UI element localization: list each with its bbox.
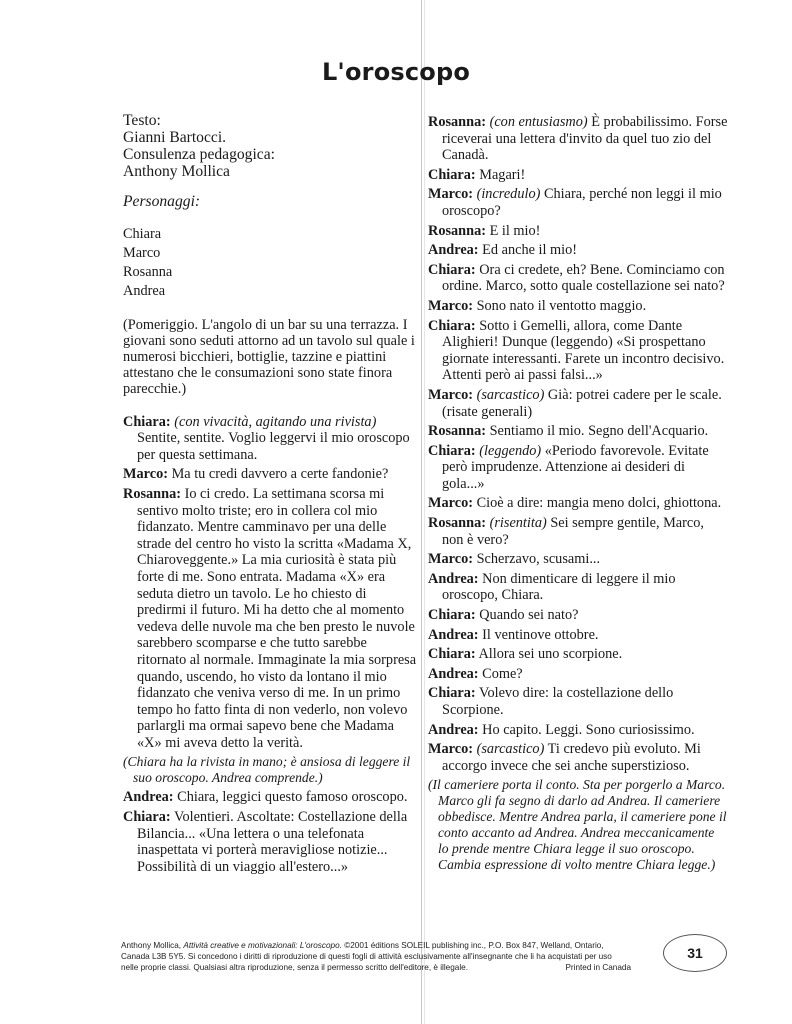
speaker-name: Rosanna:: [428, 515, 486, 532]
dialogue-text: Scherzavo, scusami...: [476, 551, 601, 568]
character-name: Marco: [123, 244, 161, 261]
dialogue-text: Il ventinove ottobre.: [482, 626, 599, 643]
speaker-name: Chiara:: [428, 442, 476, 459]
footer-line-3: [121, 962, 661, 973]
dialogue-text: È probabilissimo. Forse riceverai una lettera d'invito da quel tuo zio del Canadà.: [442, 114, 728, 164]
setting-description: (Pomeriggio. L'angolo di un bar su una terrazza. I giovani sono seduti attorno ad un tavolo sul quale i numerosi bicchieri, bottiglie, tazzine e piattini attestano che le consumazioni sono state finora parecchie.): [123, 316, 415, 398]
dialogue-text: Sentiamo il mio. Segno dell'Acquario.: [489, 423, 709, 440]
speaker-name: Rosanna:: [428, 114, 486, 130]
dialogue-line: [428, 318, 728, 384]
character-name: Chiara: [123, 225, 162, 242]
dialogue-line: [428, 167, 728, 184]
dialogue-line: [123, 414, 419, 464]
speaker-name: Marco:: [123, 466, 168, 483]
right-column: [428, 111, 728, 873]
dialogue-line: [428, 387, 728, 420]
speaker-name: Marco:: [428, 386, 473, 403]
dialogue-text: Sono nato il ventotto maggio.: [476, 297, 647, 314]
stage-direction-inline: (incredulo): [476, 186, 541, 203]
page-fold-line: [421, 0, 422, 1024]
personaggi-list: [123, 225, 419, 301]
dialogue-text: Io ci credo. La settimana scorsa mi sentivo molto triste; ero in collera col mio fidanzato. Mentre camminavo per una delle strade del centro ho visto la scritta «Madama X, Chiaroveggente.» La mia curiosità è stata più forte di me. Sono entrata. Madama «X» era seduta dietro un tavolo. Le ho chiesto di predirmi il futuro. Mi ha detto che al momento vedeva delle nuvole ma che ben presto le nuvole sarebbero scomparse e che tutto sarebbe ritornato al normale. Immaginate la mia sorpresa quando, uscendo, ho visto da lontano il mio fidanzato che veniva verso di me. In un primo tempo ho fatto finta di non vederlo, non volevo parlargli ma ormai sapevo bene che Madama «X» mi aveva detto la verità.: [137, 485, 417, 751]
dialogue-line: [123, 466, 419, 483]
dialogue-text: Volentieri. Ascoltate: Costellazione della Bilancia... «Una lettera o una telefonata inaspettata vi porterà meravigliose notizie... Possibilità di un viaggio all'estero...»: [137, 809, 408, 875]
dialogue-text: Ora ci credete, eh? Bene. Cominciamo con ordine. Marco, sotto quale costellazione sei nato?: [442, 261, 725, 295]
speaker-name: Andrea:: [428, 665, 479, 682]
dialogue-line: [428, 423, 728, 440]
dialogue-text: Volevo dire: la costellazione dello Scorpione.: [442, 685, 674, 718]
dialogue-line: [123, 809, 419, 875]
dialogue-text: «Periodo favorevole. Evitate però imprudenze. Attenzione ai desideri di gola...»: [442, 442, 709, 492]
speaker-name: Chiara:: [428, 317, 476, 334]
page-title: L'oroscopo: [321, 58, 471, 86]
stage-direction-inline: (con entusiasmo): [489, 114, 588, 130]
stage-direction: (Il cameriere porta il conto. Sta per porgerlo a Marco. Marco gli fa segno di darlo ad Andrea. Il cameriere obbedisce. Mentre Andrea parla, il cameriere pone il conto accanto ad Andrea. Andrea meccanicamente lo prende mentre Chiara legge il suo oroscopo. Cambia espressione di volto mentre Chiara legge.): [428, 777, 727, 873]
speaker-name: Chiara:: [428, 261, 476, 278]
stage-direction-inline: (sarcastico): [476, 741, 545, 758]
dialogue-text: E il mio!: [489, 222, 541, 239]
dialogue-line: [428, 186, 728, 219]
stage-direction: (Chiara ha la rivista in mano; è ansiosa di leggere il suo oroscopo. Andrea comprende.): [123, 754, 411, 786]
left-dialogue: [123, 414, 419, 876]
dialogue-line: [428, 627, 728, 644]
dialogue-line: [428, 741, 728, 774]
dialogue-line: [428, 495, 728, 512]
dialogue-line: [428, 646, 728, 663]
stage-direction-inline: (risentita): [489, 515, 547, 532]
speaker-name: Rosanna:: [123, 485, 181, 502]
credits-line: Gianni Bartocci.: [123, 129, 227, 146]
footer-line-1: [121, 940, 661, 951]
dialogue-text: Ma tu credi davvero a certe fandonie?: [171, 466, 389, 483]
dialogue-text: Ho capito. Leggi. Sono curiosissimo.: [482, 721, 695, 738]
dialogue-text: Ed anche il mio!: [482, 242, 578, 259]
dialogue-line: [428, 114, 728, 164]
dialogue-text: Chiara, leggici questo famoso oroscopo.: [177, 789, 408, 806]
dialogue-line: [428, 722, 728, 739]
dialogue-text: Quando sei nato?: [479, 607, 579, 624]
dialogue-text: Già: potrei cadere per le scale. (risate generali): [442, 386, 722, 420]
dialogue-line: [428, 571, 728, 604]
speaker-name: Marco:: [428, 297, 473, 314]
dialogue-line: [123, 486, 419, 752]
footer-rights: nelle proprie classi. Qualsiasi altra riproduzione, senza il permesso scritto dell'editore, è illegale.: [121, 963, 468, 972]
dialogue-text: Sei sempre gentile, Marco, non è vero?: [442, 515, 704, 548]
dialogue-line: [428, 262, 728, 295]
speaker-name: Andrea:: [123, 789, 174, 806]
stage-direction-inline: (con vivacità, agitando una rivista): [174, 413, 377, 430]
page-number: 31: [663, 934, 727, 972]
footer-line-2: Canada L3B 5Y5. Si concedono i diritti di riproduzione di questi fogli di attività esclusivamente all'insegnante che li ha acquistati per uso: [121, 952, 612, 961]
speaker-name: Chiara:: [428, 166, 476, 183]
speaker-name: Andrea:: [428, 721, 479, 738]
page-fold-shadow: [424, 0, 425, 1024]
footer-author: Anthony Mollica,: [121, 941, 182, 950]
dialogue-line: [428, 607, 728, 624]
copyright-footer: [121, 940, 661, 973]
dialogue-line: [428, 223, 728, 240]
dialogue-text: Ti credevo più evoluto. Mi accorgo invece che sei anche superstizioso.: [442, 741, 701, 774]
dialogue-line: [428, 298, 728, 315]
credits-line: Anthony Mollica: [123, 163, 230, 180]
credits-line: Consulenza pedagogica:: [123, 146, 275, 163]
character-name: Rosanna: [123, 263, 173, 280]
speaker-name: Marco:: [428, 551, 473, 568]
dialogue-text: Come?: [482, 665, 523, 682]
speaker-name: Chiara:: [123, 809, 171, 826]
speaker-name: Chiara:: [428, 685, 476, 702]
credits-line: Testo:: [123, 112, 161, 129]
dialogue-line: [428, 685, 728, 718]
speaker-name: Andrea:: [428, 626, 479, 643]
dialogue-text: Sentite, sentite. Voglio leggervi il mio oroscopo per questa settimana.: [137, 430, 410, 463]
speaker-name: Rosanna:: [428, 423, 486, 440]
stage-direction-inline: (sarcastico): [476, 386, 545, 403]
dialogue-line: [123, 789, 419, 806]
dialogue-text: Cioè a dire: mangia meno dolci, ghiottona.: [476, 495, 722, 512]
personaggi-heading: Personaggi:: [123, 193, 201, 210]
dialogue-line: [428, 666, 728, 683]
credits-block: [123, 112, 419, 180]
character-name: Andrea: [123, 282, 166, 299]
dialogue-text: Non dimenticare di leggere il mio oroscopo, Chiara.: [442, 570, 676, 604]
dialogue-line: [428, 242, 728, 259]
speaker-name: Chiara:: [123, 413, 171, 430]
speaker-name: Marco:: [428, 186, 473, 203]
dialogue-text: Sotto i Gemelli, allora, come Dante Alighieri! Dunque (leggendo) «Si prospettano giornate interessanti. Farete un incontro decisivo. Attenti però ai passi falsi...»: [442, 317, 725, 384]
speaker-name: Chiara:: [428, 607, 476, 624]
stage-direction-inline: (leggendo): [479, 442, 542, 459]
dialogue-line: [428, 515, 728, 548]
speaker-name: Marco:: [428, 741, 473, 758]
footer-publisher: ©2001 éditions SOLEIL publishing inc., P.O. Box 847, Welland, Ontario,: [344, 941, 604, 950]
dialogue-text: Allora sei uno scorpione.: [478, 646, 623, 663]
right-dialogue: [428, 114, 728, 873]
left-column: [123, 112, 419, 875]
speaker-name: Andrea:: [428, 570, 479, 587]
footer-book-title: Attività creative e motivazionali: L'oroscopo.: [183, 941, 342, 950]
dialogue-text: Chiara, perché non leggi il mio oroscopo?: [442, 186, 722, 219]
footer-printed: Printed in Canada: [565, 963, 631, 972]
speaker-name: Andrea:: [428, 242, 479, 259]
speaker-name: Rosanna:: [428, 222, 486, 239]
dialogue-line: [428, 443, 728, 493]
dialogue-text: Magari!: [479, 166, 526, 183]
speaker-name: Marco:: [428, 495, 473, 512]
dialogue-line: [428, 551, 728, 568]
speaker-name: Chiara:: [428, 646, 476, 663]
